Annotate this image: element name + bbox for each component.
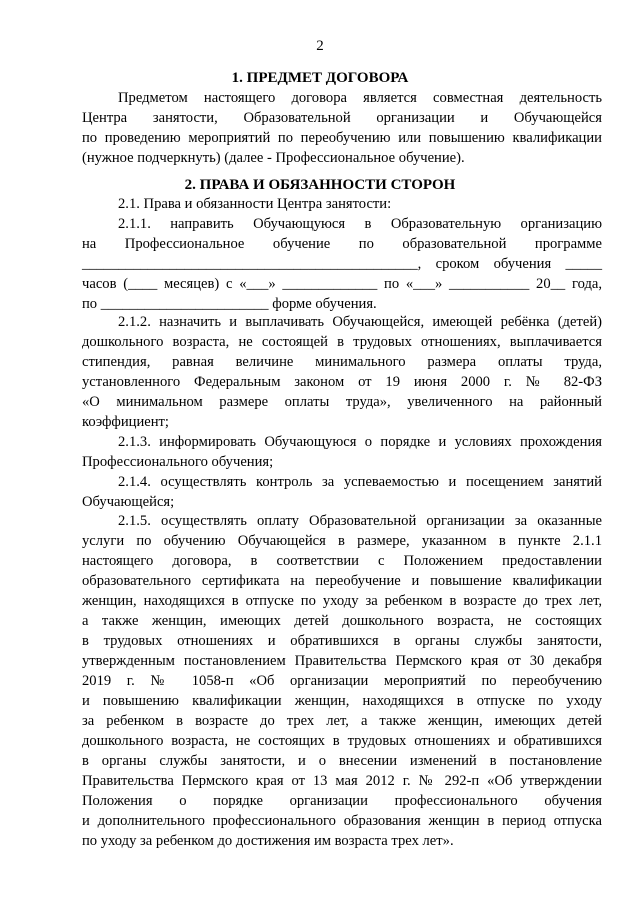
section-2-line: Положения о порядке организации профессионального обучения — [82, 793, 602, 809]
section-2-line: установленного Федеральным законом от 19 июня 2000 г. № 82-ФЗ — [82, 374, 602, 390]
section-2-line: дошкольного возраста, не состоящих в трудовых отношениях и обратившихся — [82, 733, 602, 749]
section-2-line: 2.1.3. информировать Обучающуюся о порядке и условиях прохождения — [118, 434, 602, 450]
section-2-line: за ребенком в возрасте до трех лет, а также женщин, имеющих детей — [82, 713, 602, 729]
section-2-line: образовательного сертификата на переобучение и повышение квалификации — [82, 573, 602, 589]
section-2-line: стипендия, равная величине минимального размера оплаты труда, — [82, 354, 602, 370]
section-2-line: коэффициент; — [82, 414, 169, 430]
section-1-line: по проведению мероприятий по переобучению или повышению квалификации — [82, 130, 602, 146]
section-2-line: по _______________________ форме обучения. — [82, 296, 377, 312]
section-2-line: 2019 г. № 1058-п «Об организации мероприятий по переобучению — [82, 673, 602, 689]
section-2-line: а также женщин, имеющих детей дошкольного возраста, не состоящих — [82, 613, 602, 629]
section-2-title: 2. ПРАВА И ОБЯЗАННОСТИ СТОРОН — [184, 177, 456, 193]
section-2-line: настоящего договора, в соответствии с Положением предоставлении — [82, 553, 602, 569]
page-number: 2 — [316, 38, 324, 54]
section-2-line: 2.1.4. осуществлять контроль за успеваемостью и посещением занятий — [118, 474, 602, 490]
section-2-line: «О минимальном размере оплаты труда», увеличенного на районный — [82, 394, 602, 410]
section-2-line: Профессионального обучения; — [82, 454, 274, 470]
section-2-line: часов (____ месяцев) с «___» _____________ по «___» ___________ 20__ года, — [82, 276, 602, 292]
section-2-line: 2.1.1. направить Обучающуюся в Образовательную организацию — [118, 216, 602, 232]
section-1-title: 1. ПРЕДМЕТ ДОГОВОРА — [231, 70, 409, 86]
section-2-line: 2.1.5. осуществлять оплату Образовательной организации за оказанные — [118, 513, 602, 529]
section-2-line: 2.1. Права и обязанности Центра занятости: — [118, 196, 392, 212]
section-2-line: дошкольного возраста, не состоящей в трудовых отношениях, выплачивается — [82, 334, 602, 350]
section-1-line: Центра занятости, Образовательной организации и Обучающейся — [82, 110, 602, 126]
section-2-line: Обучающейся; — [82, 494, 175, 510]
section-2-line: в трудовых отношениях и обратившихся в органы службы занятости, — [82, 633, 602, 649]
section-2-line: по уходу за ребенком до достижения им возраста трех лет». — [82, 833, 454, 849]
section-1-line: Предметом настоящего договора является совместная деятельность — [118, 90, 602, 106]
section-2-line: в органы службы занятости, и о внесении изменений в постановление — [82, 753, 602, 769]
section-2-line: Правительства Пермского края от 13 мая 2012 г. № 292-п «Об утверждении — [82, 773, 602, 789]
section-2-line: женщин, находящихся в отпуске по уходу за ребенком в возрасте до трех лет, — [82, 593, 602, 609]
section-2-line: на Профессиональное обучение по образовательной программе — [82, 236, 602, 252]
section-2-line: 2.1.2. назначить и выплачивать Обучающейся, имеющей ребёнка (детей) — [118, 314, 602, 330]
section-2-line: и повышению квалификации женщин, находящихся в отпуске по уходу — [82, 693, 602, 709]
section-2-line: ______________________________________________, сроком обучения _____ — [82, 256, 602, 272]
section-2-line: утвержденным постановлением Правительства Пермского края от 30 декабря — [82, 653, 602, 669]
section-2-line: услуги по обучению Обучающейся в размере, указанном в пункте 2.1.1 — [82, 533, 602, 549]
section-1-line: (нужное подчеркнуть) (далее - Профессиональное обучение). — [82, 150, 465, 166]
section-2-line: и дополнительного профессионального образования женщин в период отпуска — [82, 813, 602, 829]
